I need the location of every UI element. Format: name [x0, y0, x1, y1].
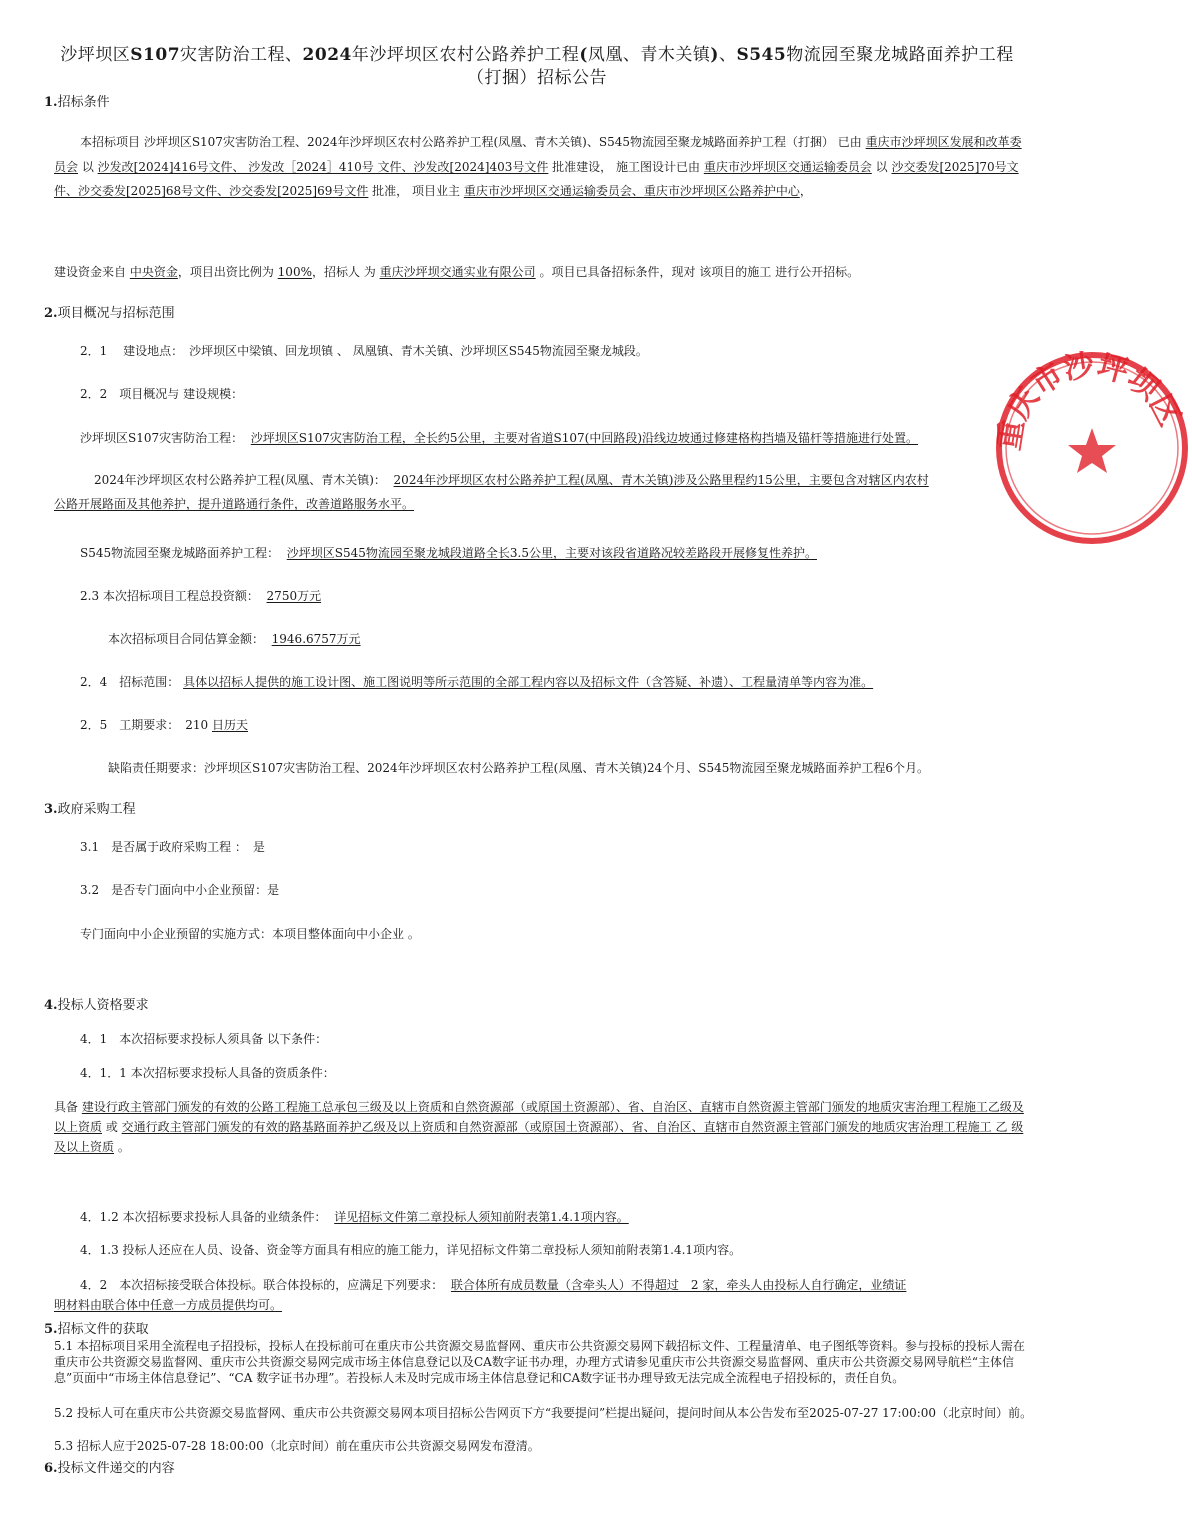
- contract-estimate: 本次招标项目合同估算金额： 1946.6757万元: [108, 632, 361, 646]
- qualification-conditions: 具备 建设行政主管部门颁发的有效的公路工程施工总承包三级及以上资质和自然资源部（或原国土资源部）、省、自治区、直辖市自然资源主管部门颁发的地质灾害治理工程施工乙级及以上资质 或 交通行政主管部门颁发的有效的路基路面养护乙级及以上资质和自然资源部（或原国土资源部）、省、自治区、直辖市自然资源主管部门颁发的地质灾害治理工程施工 乙 级及以上资质 。: [54, 1100, 1024, 1154]
- section-5-1: 5.1 本招标项目采用全流程电子招投标，投标人在投标前可在重庆市公共资源交易监督网、重庆市公共资源交易网下载招标文件、工程量清单、电子图纸等资料。参与投标的投标人需在重庆市公共资源交易监督网、重庆市公共资源交易网完成市场主体信息登记以及CA数字证书办理，办理方式请参见重庆市公共资源交易监督网、重庆市公共资源交易网导航栏“主体信息”页面中“市场主体信息登记”、“CA 数字证书办理”。若投标人未及时完成市场主体信息登记和CA数字证书办理导致无法完成全流程电子招投标的，责任自负。: [54, 1339, 1025, 1385]
- project-overview-label: 2．2 项目概况与 建设规模：: [80, 387, 244, 401]
- section-3-heading: 3.政府采购工程: [44, 802, 136, 817]
- official-seal-stamp: [992, 348, 1192, 548]
- title-line-2: （打捆）招标公告: [467, 68, 607, 88]
- section-1-heading: 1.招标条件: [44, 95, 110, 110]
- total-investment: 2.3 本次招标项目工程总投资额： 2750万元: [80, 589, 322, 603]
- construction-period: 2．5 工期要求： 210 日历天: [80, 718, 249, 732]
- section-2-heading: 2.项目概况与招标范围: [44, 306, 175, 321]
- capability-requirement: 4．1.3 投标人还应在人员、设备、资金等方面具有相应的施工能力，详见招标文件第二章投标人须知前附表第1.4.1项内容。: [80, 1243, 742, 1257]
- section-5-heading: 5.招标文件的获取: [44, 1322, 149, 1337]
- seal-text: 重庆市沙坪坝区: [992, 348, 1187, 453]
- construction-location: 2．1 建设地点： 沙坪坝区中梁镇、回龙坝镇 、 凤凰镇、青木关镇、沙坪坝区S545物流园至聚龙城段。: [80, 344, 648, 358]
- page-title: [40, 44, 1034, 90]
- section-1-paragraph-1: 本招标项目 沙坪坝区S107灾害防治工程、2024年沙坪坝区农村公路养护工程(凤凰、青木关镇)、S545物流园至聚龙城路面养护工程（打捆） 已由 重庆市沙坪坝区发展和改革委员会 以 沙发改[2024]416号文件、 沙发改［2024］410号 文件、沙发改[2024]403号文件 批准建设， 施工图设计已由 重庆市沙坪坝区交通运输委员会 以 沙交委发[2025]70号文件、沙交委发[2025]68号文件、沙交委发[2025]69号文件 批准， 项目业主 重庆市沙坪坝区交通运输委员会、重庆市沙坪坝区公路养护中心，: [54, 135, 1022, 198]
- section-6-heading: 6.投标文件递交的内容: [44, 1461, 175, 1476]
- title-line-1: 沙坪坝区S107灾害防治工程、2024年沙坪坝区农村公路养护工程(凤凰、青木关镇)、S545物流园至聚龙城路面养护工程: [60, 45, 1014, 65]
- project-s545: S545物流园至聚龙城路面养护工程： 沙坪坝区S545物流园至聚龙城段道路全长3.5公里，主要对该段省道路况较差路段开展修复性养护。: [80, 546, 817, 560]
- bidder-conditions-label: 4．1 本次招标要求投标人须具备 以下条件：: [80, 1032, 328, 1046]
- sme-implementation: 专门面向中小企业预留的实施方式：本项目整体面向中小企业 。: [80, 927, 420, 941]
- project-s107: 沙坪坝区S107灾害防治工程： 沙坪坝区S107灾害防治工程，全长约5公里，主要对省道S107(中回路段)沿线边坡通过修建格构挡墙及锚杆等措施进行处置。: [80, 431, 919, 445]
- consortium-requirement: 4．2 本次招标接受联合体投标。联合体投标的，应满足下列要求： 联合体所有成员数量（含牵头人）不得超过 2 家，牵头人由投标人自行确定，业绩证 明材料由联合体中任意一方成员提供均可。: [54, 1278, 907, 1312]
- section-1-paragraph-2: 建设资金来自 中央资金，项目出资比例为 100%，招标人 为 重庆沙坪坝交通实业有限公司 。项目已具备招标条件，现对 该项目的施工 进行公开招标。: [54, 265, 860, 279]
- section-5-2: 5.2 投标人可在重庆市公共资源交易监督网、重庆市公共资源交易网本项目招标公告网页下方“我要提问”栏提出疑问，提问时间从本公告发布至2025-07-27 17:00:00（北京时间）前。: [54, 1406, 1033, 1420]
- tender-scope: 2．4 招标范围： 具体以招标人提供的施工设计图、施工图说明等所示范围的全部工程内容以及招标文件（含答疑、补遗）、工程量清单等内容为准。: [80, 675, 874, 689]
- performance-conditions: 4．1.2 本次招标要求投标人具备的业绩条件： 详见招标文件第二章投标人须知前附表第1.4.1项内容。: [80, 1210, 629, 1224]
- is-government-procurement: 3.1 是否属于政府采购工程 ： 是: [80, 840, 265, 854]
- qualification-label: 4．1．1 本次招标要求投标人具备的资质条件：: [80, 1066, 335, 1080]
- project-2024-rural: 2024年沙坪坝区农村公路养护工程(凤凰、青木关镇)： 2024年沙坪坝区农村公路养护工程(凤凰、青木关镇)涉及公路里程约15公里，主要包含对辖区内农村 公路开展路面及其他养护，提升道路通行条件，改善道路服务水平。: [54, 473, 929, 511]
- sme-reserved: 3.2 是否专门面向中小企业预留：是: [80, 883, 280, 897]
- defect-liability-period: 缺陷责任期要求：沙坪坝区S107灾害防治工程、2024年沙坪坝区农村公路养护工程(凤凰、青木关镇)24个月、S545物流园至聚龙城路面养护工程6个月。: [108, 761, 930, 775]
- section-5-3: 5.3 招标人应于2025-07-28 18:00:00（北京时间）前在重庆市公共资源交易网发布澄清。: [54, 1439, 540, 1453]
- section-4-heading: 4.投标人资格要求: [44, 998, 149, 1013]
